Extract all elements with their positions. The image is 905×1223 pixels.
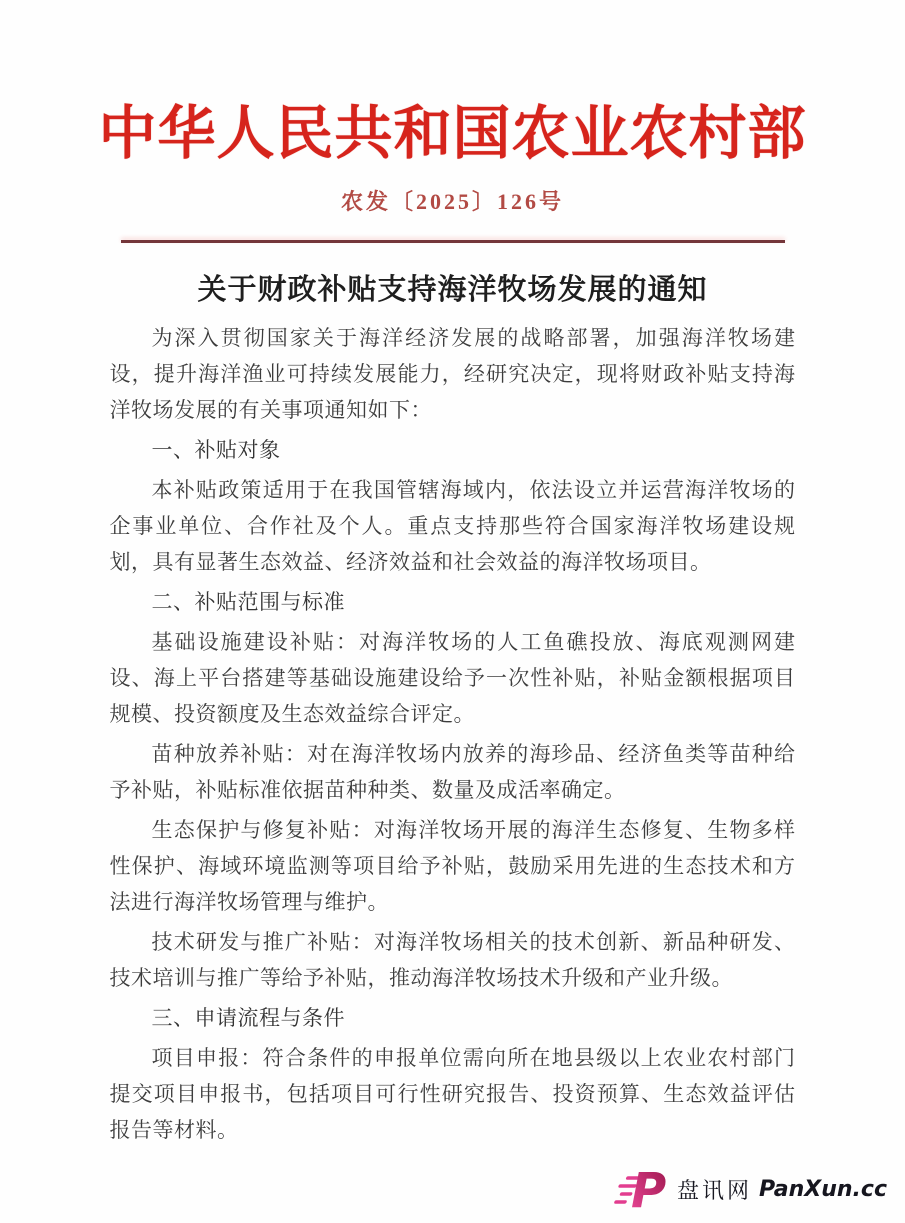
section-heading: 二、补贴范围与标准 <box>151 590 345 615</box>
document-paragraph: 项目申报：符合条件的申报单位需向所在地县级以上农业农村部门提交项目申报书，包括项目可行性研究报告、投资预算、生态效益评估报告等材料。 <box>109 1046 796 1143</box>
document-number: 农发〔2025〕126号 <box>340 189 564 215</box>
issuing-agency-name: 中华人民共和国农业农村部 <box>98 101 807 166</box>
site-domain: PanXun.cc <box>759 1176 887 1202</box>
document-title: 关于财政补贴支持海洋牧场发展的通知 <box>197 274 708 307</box>
document-paragraph: 本补贴政策适用于在我国管辖海域内，依法设立并运营海洋牧场的企事业单位、合作社及个人。重点支持那些符合国家海洋牧场建设规划，具有显著生态效益、经济效益和社会效益的海洋牧场项目。 <box>109 478 796 575</box>
section-heading: 一、补贴对象 <box>151 438 281 463</box>
logo-letter: P <box>631 1165 667 1213</box>
document-body <box>110 320 796 1148</box>
site-name: 盘讯网 <box>677 1178 753 1204</box>
document-paragraph: 生态保护与修复补贴：对海洋牧场开展的海洋生态修复、生物多样性保护、海域环境监测等项目给予补贴，鼓励采用先进的生态技术和方法进行海洋牧场管理与维护。 <box>109 818 796 915</box>
panxun-logo-icon <box>612 1165 670 1213</box>
document-paragraph: 技术研发与推广补贴：对海洋牧场相关的技术创新、新品种研发、技术培训与推广等给予补贴，推动海洋牧场技术升级和产业升级。 <box>109 930 796 991</box>
letterhead <box>0 0 905 243</box>
footer-brand-watermark <box>612 1165 887 1213</box>
section-heading: 三、申请流程与条件 <box>151 1006 345 1031</box>
document-paragraph: 为深入贯彻国家关于海洋经济发展的战略部署，加强海洋牧场建设，提升海洋渔业可持续发展能力，经研究决定，现将财政补贴支持海洋牧场发展的有关事项通知如下： <box>109 326 796 423</box>
red-divider-line <box>121 240 785 243</box>
document-paragraph: 苗种放养补贴：对在海洋牧场内放养的海珍品、经济鱼类等苗种给予补贴，补贴标准依据苗种种类、数量及成活率确定。 <box>109 742 796 803</box>
document-paragraph: 基础设施建设补贴：对海洋牧场的人工鱼礁投放、海底观测网建设、海上平台搭建等基础设施建设给予一次性补贴，补贴金额根据项目规模、投资额度及生态效益综合评定。 <box>109 630 796 727</box>
